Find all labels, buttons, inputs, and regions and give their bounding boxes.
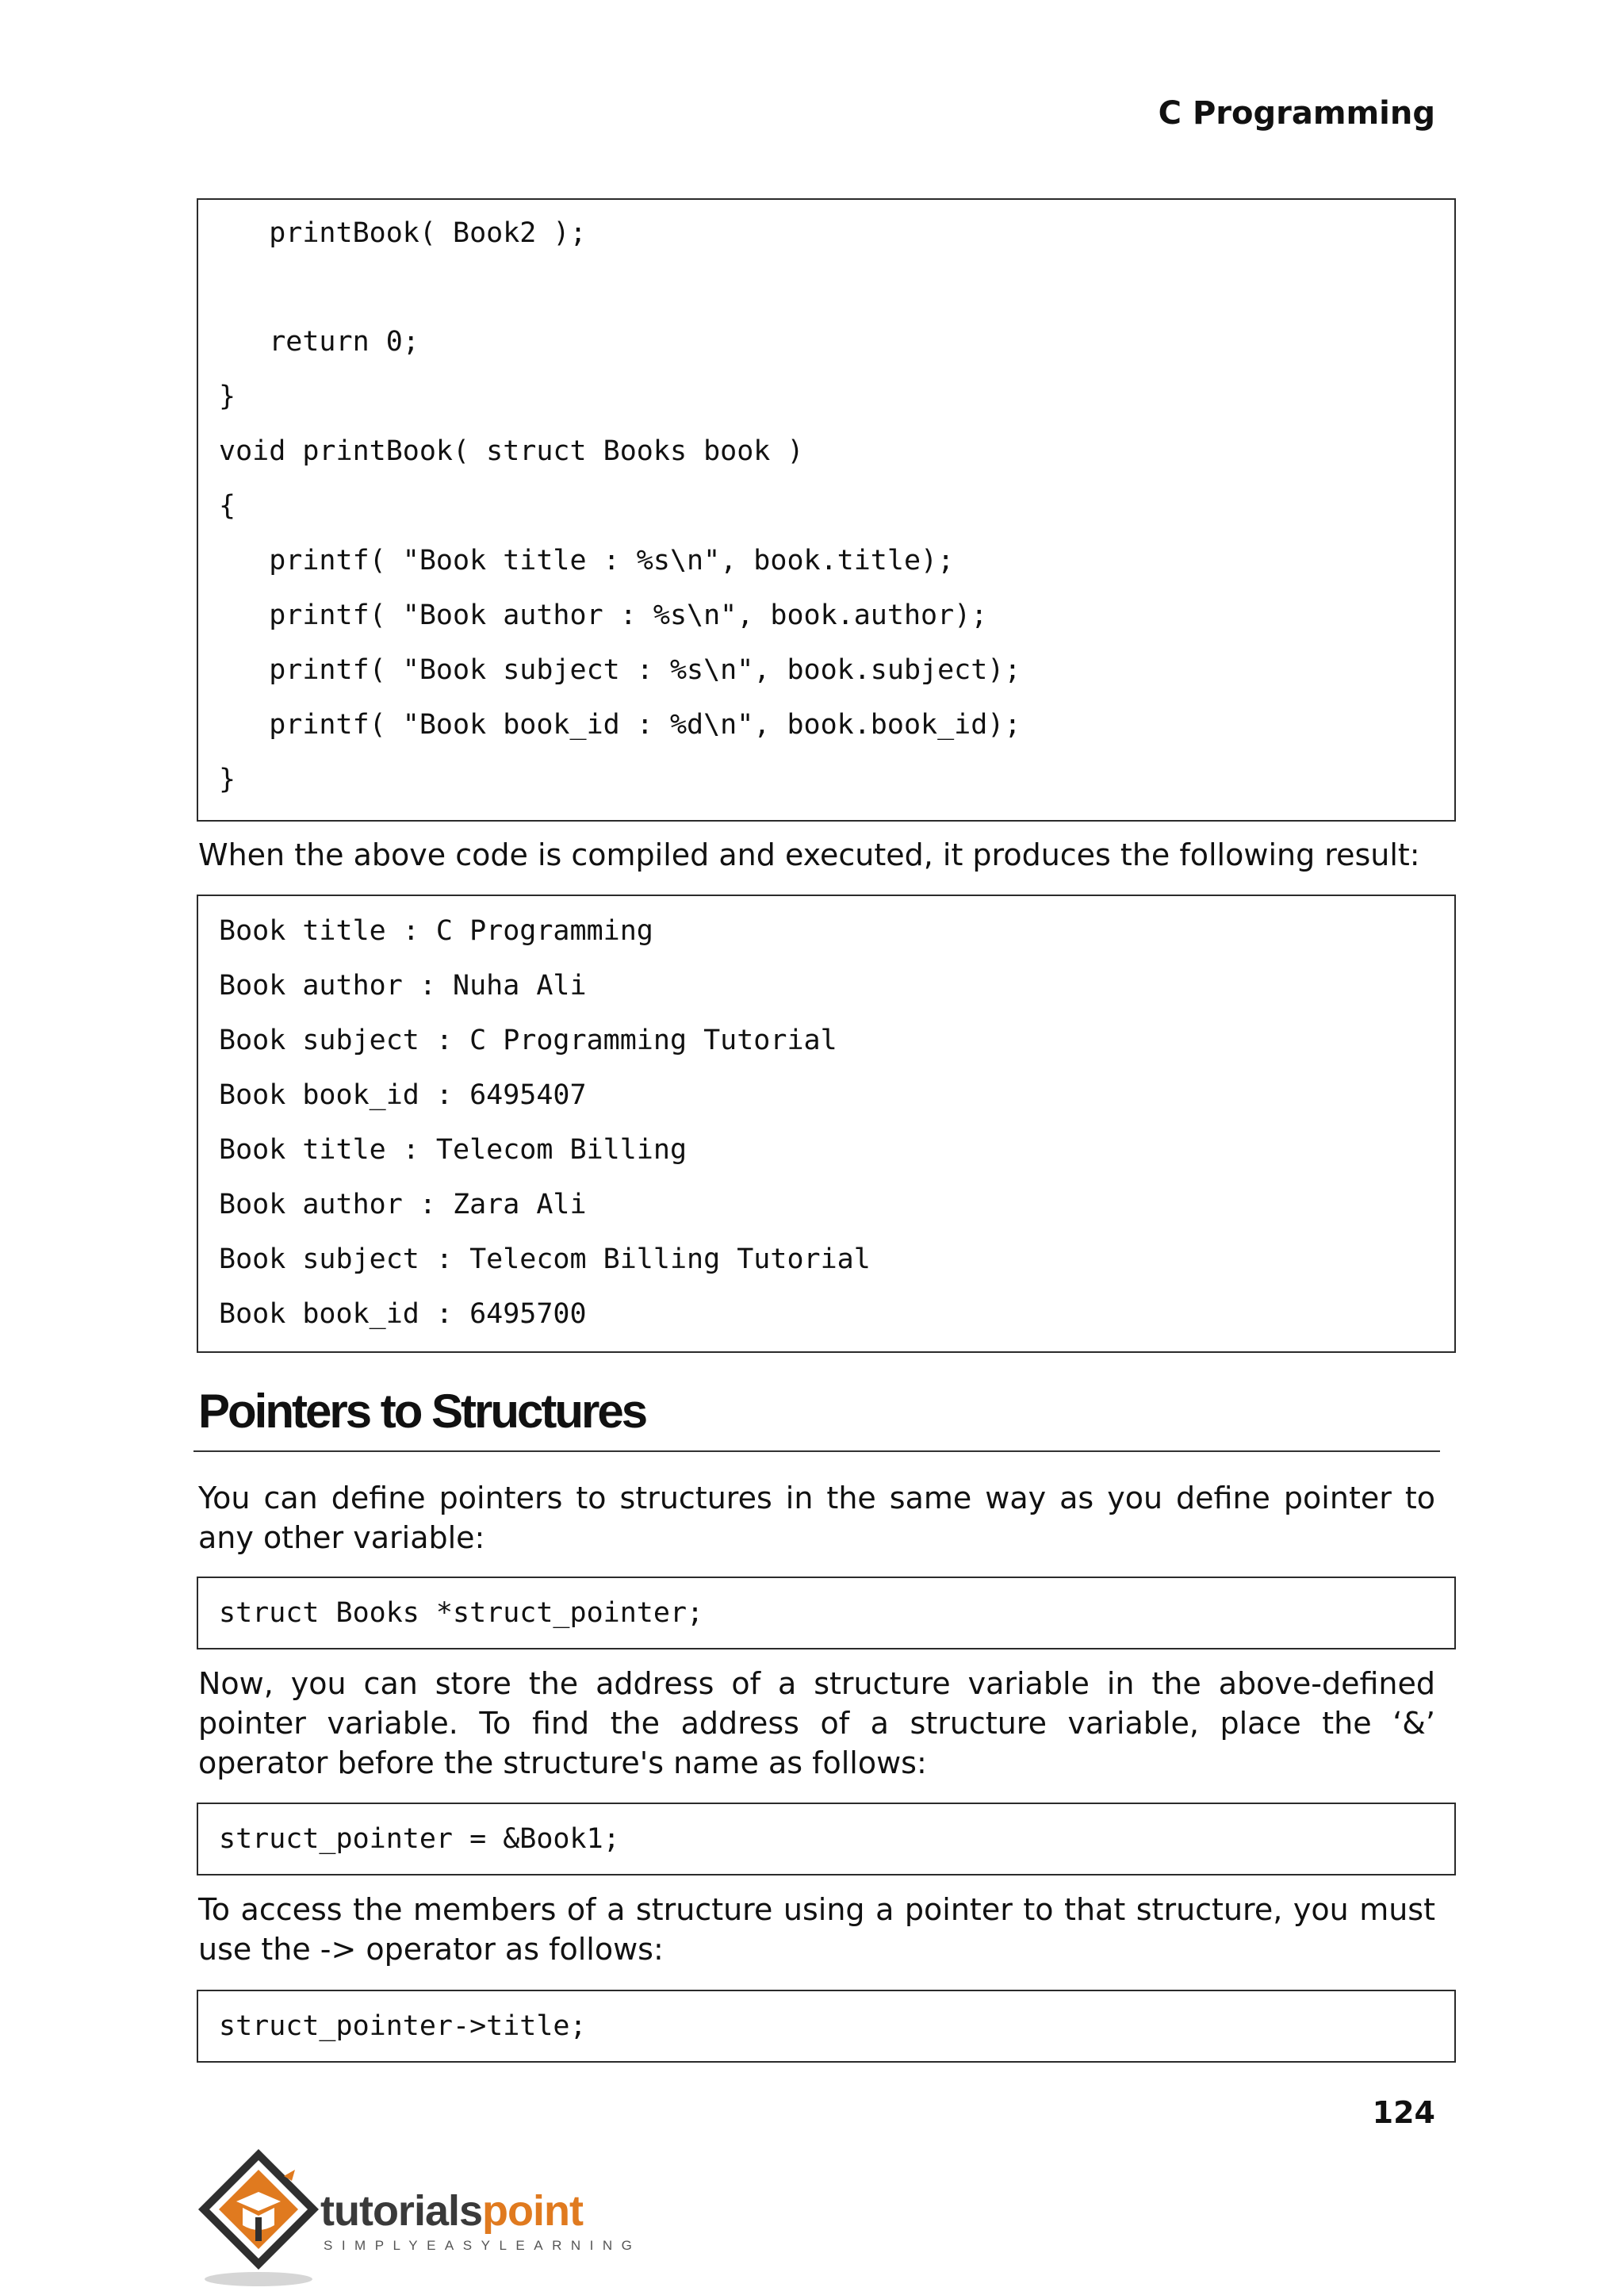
tutorialspoint-logo <box>195 2146 642 2289</box>
logo-word-tutorials: tutorials <box>320 2187 483 2235</box>
code-line: } <box>219 381 236 412</box>
logo-wordmark <box>320 2187 583 2235</box>
code-line: printf( "Book author : %s\n", book.author); <box>219 600 988 631</box>
page-number: 124 <box>1372 2095 1435 2130</box>
code-block-member-access <box>197 1990 1456 2063</box>
address-of-paragraph: Now, you can store the address of a structure variable in the above-defined pointer variable. To find the address of a structure variable, place the ‘&’ operator before the structure's name as follows: <box>198 1666 1435 1780</box>
code-line: struct_pointer = &Book1; <box>219 1823 620 1855</box>
output-line: Book title : Telecom Billing <box>219 1134 688 1166</box>
tutorialspoint-logo-icon <box>195 2146 322 2289</box>
code-line: printf( "Book book_id : %d\n", book.book_id); <box>219 709 1021 741</box>
pointer-definition-paragraph: You can define pointers to structures in the same way as you define pointer to any other variable: <box>198 1481 1435 1555</box>
section-divider <box>193 1450 1440 1452</box>
code-line: struct_pointer->title; <box>219 2010 587 2042</box>
arrow-operator-paragraph: To access the members of a structure using a pointer to that structure, you must use the -> operator as follows: <box>198 1892 1435 1967</box>
output-line: Book book_id : 6495407 <box>219 1079 587 1111</box>
code-block-print-book <box>197 198 1456 822</box>
output-line: Book book_id : 6495700 <box>219 1298 587 1330</box>
code-block-pointer-assignment <box>197 1803 1456 1875</box>
result-intro-paragraph: When the above code is compiled and executed, it produces the following result: <box>198 837 1420 872</box>
code-line: void printBook( struct Books book ) <box>219 435 804 467</box>
section-heading: Pointers to Structures <box>198 1385 646 1438</box>
code-line: { <box>219 490 236 522</box>
output-line: Book author : Zara Ali <box>219 1189 587 1220</box>
output-line: Book title : C Programming <box>219 915 653 947</box>
output-line: Book subject : C Programming Tutorial <box>219 1025 837 1056</box>
code-line: printf( "Book title : %s\n", book.title); <box>219 545 955 577</box>
code-line: printBook( Book2 ); <box>219 217 587 249</box>
page-header-title: C Programming <box>1158 95 1435 132</box>
output-line: Book subject : Telecom Billing Tutorial <box>219 1243 871 1275</box>
code-line: printf( "Book subject : %s\n", book.subject); <box>219 654 1021 686</box>
code-block-pointer-declaration <box>197 1577 1456 1649</box>
program-output-block <box>197 895 1456 1353</box>
output-line: Book author : Nuha Ali <box>219 970 587 1002</box>
code-line: } <box>219 764 236 795</box>
code-line: struct Books *struct_pointer; <box>219 1597 704 1629</box>
logo-word-point: point <box>482 2187 583 2235</box>
logo-tagline: SIMPLYEASYLEARNING <box>324 2238 642 2253</box>
code-line: return 0; <box>219 326 419 358</box>
